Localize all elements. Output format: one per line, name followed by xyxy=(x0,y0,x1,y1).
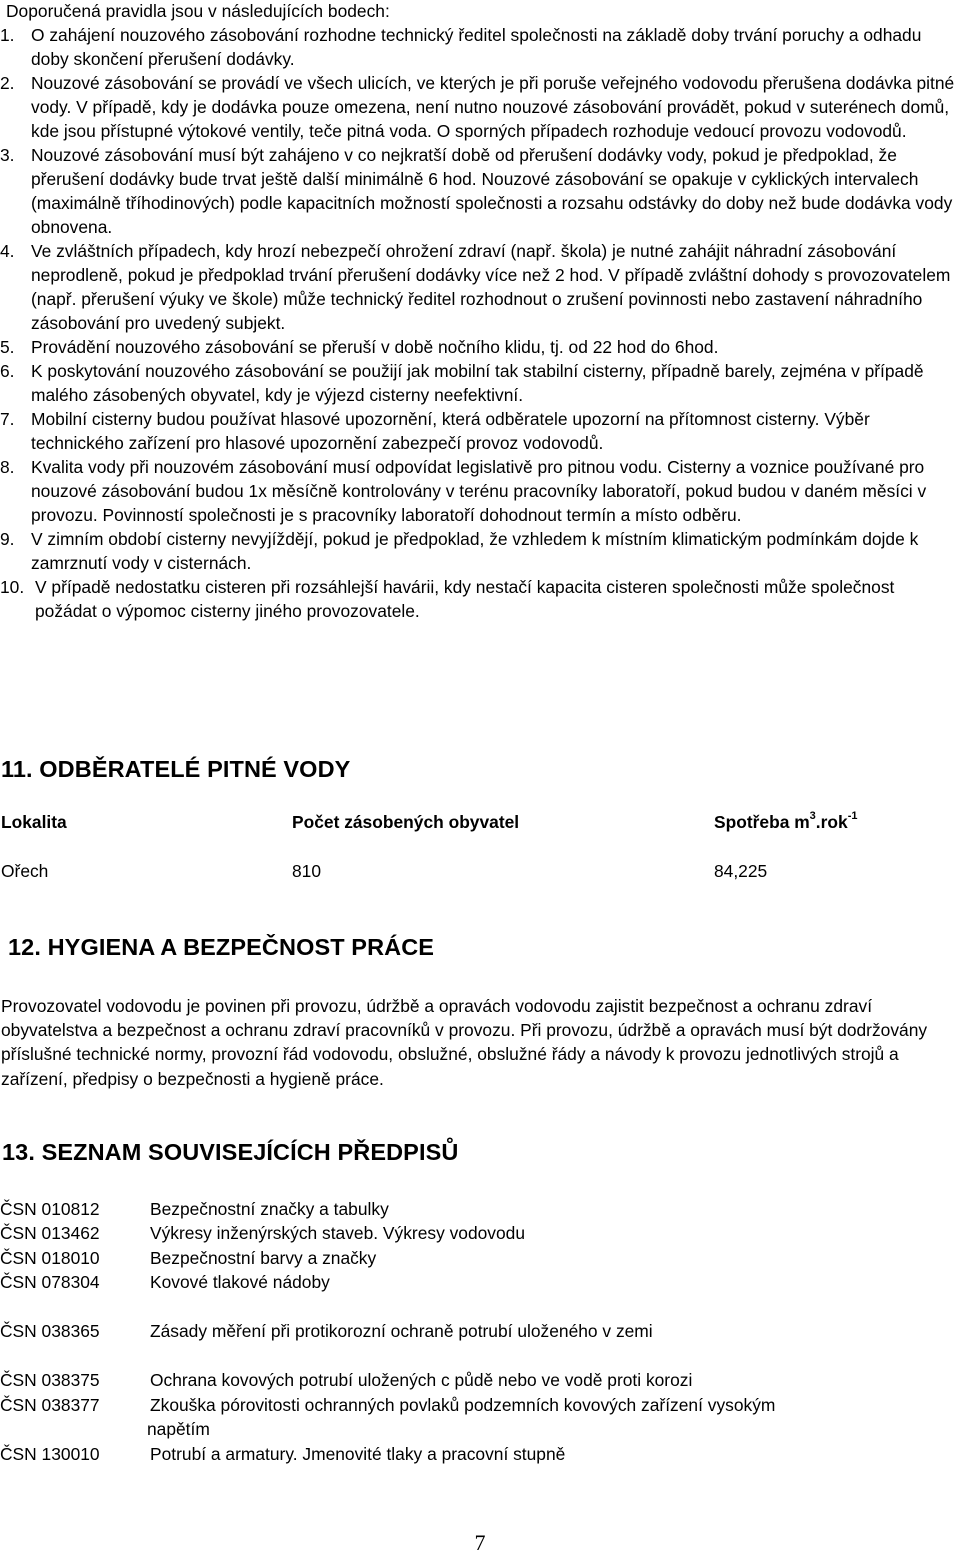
rule-number: 10. xyxy=(0,577,25,597)
cell-lokalita: Ořech xyxy=(1,861,49,881)
standard-title: Zásady měření při protikorozní ochraně potrubí uloženého v zemi xyxy=(150,1321,653,1341)
cell-pocet-obyvatel: 810 xyxy=(292,861,322,881)
rule-text: Nouzové zásobování musí být zahájeno v co nejkratší době od přerušení dodávky vody, pokud je předpoklad, že přerušení dodávky bude trvat ještě další minimálně 6 hod. Nouzové zásobování se opakuje v cyklických intervalech (maximálně tříhodinových) podle kapacitních možností společnosti a rozsahu odstávky do doby než bude dodávka vody obnovena. xyxy=(31,145,953,237)
standard-title: Bezpečnostní barvy a značky xyxy=(150,1248,377,1268)
rule-text: Kvalita vody při nouzovém zásobování musí odpovídat legislativě pro pitnou vodu. Cisterny a voznice používané pro nouzové zásobování budou 1x měsíčně kontrolovány v terénu pracovníky laboratoří, pokud budou v daném měsíci v provozu. Povinností společnosti je s pracovníky laboratoří dohodnout termín a místo odběru. xyxy=(31,457,927,525)
rule-text: Provádění nouzového zásobování se přeruší v době nočního klidu, tj. od 22 hod do 6hod. xyxy=(31,337,719,357)
rule-item xyxy=(0,407,958,455)
rule-number: 3. xyxy=(0,145,15,165)
standard-code: ČSN 038365 xyxy=(0,1321,100,1341)
standard-code: ČSN 078304 xyxy=(0,1272,100,1292)
cell-spotreba: 84,225 xyxy=(714,861,768,881)
rule-number: 6. xyxy=(0,361,15,381)
rule-text: Ve zvláštních případech, kdy hrozí nebezpečí ohrožení zdraví (např. škola) je nutné zahájit náhradní zásobování neprodleně, pokud je předpoklad trvání přerušení dodávky více než 2 hod. V případě zvláštní dohody s provozovatelem (např. přerušení výuky ve škole) může technický ředitel rozhodnout o zrušení povinnosti nebo zastavení náhradního zásobování pro uvedený subjekt. xyxy=(31,241,951,333)
standard-code: ČSN 038375 xyxy=(0,1370,100,1390)
rules-list xyxy=(0,23,958,623)
rule-item xyxy=(0,239,958,335)
header-lokalita: Lokalita xyxy=(1,812,67,832)
section-11-heading: 11. ODBĚRATELÉ PITNÉ VODY xyxy=(1,756,351,782)
standard-title-continuation: napětím xyxy=(147,1419,210,1439)
standard-code: ČSN 038377 xyxy=(0,1395,100,1415)
section-13-heading: 13. SEZNAM SOUVISEJÍCÍCH PŘEDPISŮ xyxy=(2,1139,459,1165)
rule-number: 9. xyxy=(0,529,15,549)
rule-number: 8. xyxy=(0,457,15,477)
rule-item xyxy=(0,71,958,143)
section-12-heading: 12. HYGIENA A BEZPEČNOST PRÁCE xyxy=(8,934,435,960)
rule-item xyxy=(0,143,958,239)
standard-title: Výkresy inženýrských staveb. Výkresy vodovodu xyxy=(150,1223,526,1243)
header-pocet-obyvatel: Počet zásobených obyvatel xyxy=(292,812,520,832)
standard-title: Zkouška pórovitosti ochranných povlaků podzemních kovových zařízení vysokým xyxy=(150,1395,776,1415)
rule-text: Nouzové zásobování se provádí ve všech ulicích, ve kterých je při poruše veřejného vodovodu přerušena dodávka pitné vody. V případě, kdy je dodávka pouze omezena, není nutno nouzové zásobování provádět, pokud v suterénech domů, kde jsou přístupné výtokové ventily, teče pitná voda. O sporných případech rozhoduje vedoucí provozu vodovodů. xyxy=(31,73,955,141)
intro-text: Doporučená pravidla jsou v následujících bodech: xyxy=(6,1,390,21)
header-spotreba-exp-3: 3 xyxy=(809,810,816,822)
standard-code: ČSN 010812 xyxy=(0,1199,100,1219)
rule-item xyxy=(0,335,958,359)
rule-number: 5. xyxy=(0,337,15,357)
rule-item xyxy=(0,575,958,623)
rule-item xyxy=(0,455,958,527)
header-spotreba-exp-minus1: -1 xyxy=(847,810,858,822)
table-row xyxy=(0,861,960,887)
header-spotreba xyxy=(714,812,857,833)
rule-item xyxy=(0,23,958,71)
rule-item xyxy=(0,359,958,407)
standard-code: ČSN 018010 xyxy=(0,1248,100,1268)
rule-item xyxy=(0,527,958,575)
standard-title: Ochrana kovových potrubí uložených c půdě nebo ve vodě proti korozi xyxy=(150,1370,693,1390)
rule-text: K poskytování nouzového zásobování se použijí jak mobilní tak stabilní cisterny, případně barely, zejména v případě malého zásobených obyvatel, kdy je výjezd cisterny neefektivní. xyxy=(31,361,924,405)
standard-title: Bezpečnostní značky a tabulky xyxy=(150,1199,389,1219)
rule-number: 2. xyxy=(0,73,15,93)
rule-text: Mobilní cisterny budou používat hlasové upozornění, která odběratele upozorní na přítomnost cisterny. Výběr technického zařízení pro hlasové upozornění zabezpečí provoz vodovodů. xyxy=(31,409,870,453)
rule-text: V zimním období cisterny nevyjíždějí, pokud je předpoklad, že vzhledem k místním klimatickým podmínkám dojde k zamrznutí vody v cisternách. xyxy=(31,529,919,573)
header-spotreba-label: Spotřeba m xyxy=(714,812,810,832)
rule-number: 7. xyxy=(0,409,15,429)
standard-title: Kovové tlakové nádoby xyxy=(150,1272,330,1292)
header-spotreba-rok: .rok xyxy=(815,812,848,832)
rule-text: O zahájení nouzového zásobování rozhodne technický ředitel společnosti na základě doby trvání poruchy a odhadu doby skončení přerušení dodávky. xyxy=(31,25,922,69)
standard-code: ČSN 013462 xyxy=(0,1223,100,1243)
consumers-table-header xyxy=(0,812,960,838)
standard-code: ČSN 130010 xyxy=(0,1444,100,1464)
rule-text: V případě nedostatku cisteren při rozsáhlejší havárii, kdy nestačí kapacita cisteren společnosti může společnost požádat o výpomoc cisterny jiného provozovatele. xyxy=(35,577,895,621)
rule-number: 4. xyxy=(0,241,15,261)
standard-title: Potrubí a armatury. Jmenovité tlaky a pracovní stupně xyxy=(150,1444,566,1464)
section-12-text: Provozovatel vodovodu je povinen při provozu, údržbě a opravách vodovodu zajistit bezpečnost a ochranu zdraví obyvatelstva a bezpečnost a ochranu zdraví pracovníků v provozu. Při provozu, údržbě a opravách musí být dodržovány příslušné technické normy, provozní řád vodovodu, obslužné, obslužné řády a návody k provozu jednotlivých strojů a zařízení, předpisy o bezpečnosti a hygieně práce. xyxy=(1,996,928,1089)
rule-number: 1. xyxy=(0,25,15,45)
page-number: 7 xyxy=(474,1530,486,1555)
